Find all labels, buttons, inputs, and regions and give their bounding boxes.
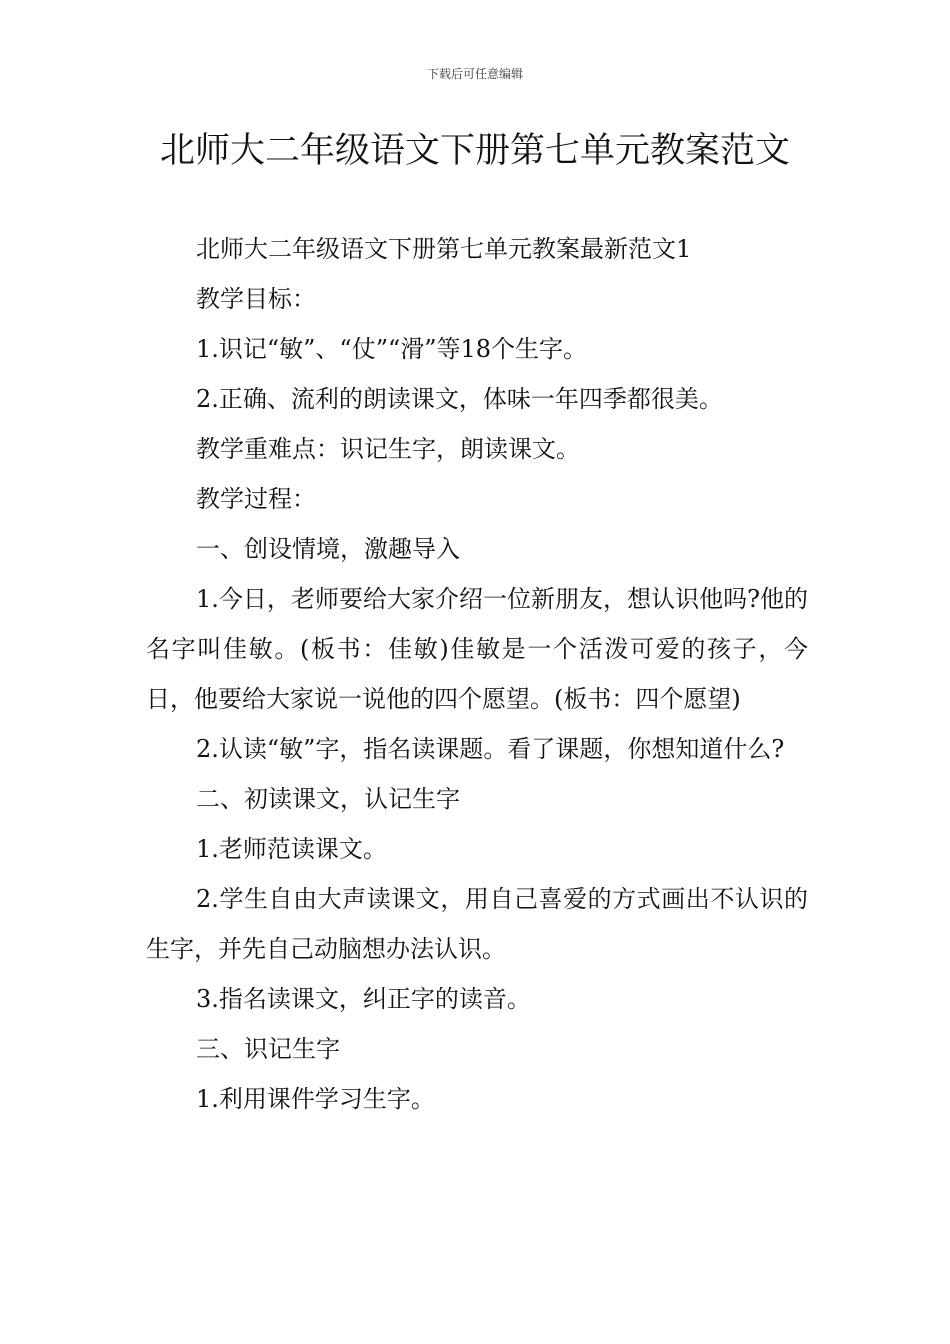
paragraph: 1.利用课件学习生字。 (196, 1085, 435, 1113)
document-body (146, 224, 808, 1124)
header-note: 下载后可任意编辑 (426, 67, 523, 81)
paragraph: 2.学生自由大声读课文，用自己喜爱的方式画出不认识的生字，并先自己动脑想办法认识。 (146, 885, 808, 963)
section-heading: 三、识记生字 (196, 1035, 340, 1063)
section-heading: 二、初读课文，认记生字 (196, 785, 460, 813)
document-title: 北师大二年级语文下册第七单元教案范文 (159, 131, 790, 171)
paragraph: 2.认读“敏”字，指名读课题。看了课题，你想知道什么? (196, 735, 785, 763)
paragraph: 教学重难点：识记生字，朗读课文。 (196, 435, 580, 463)
paragraph: 教学过程： (196, 485, 316, 513)
paragraph: 教学目标： (196, 285, 316, 313)
paragraph: 3.指名读课文，纠正字的读音。 (196, 985, 531, 1013)
paragraph: 1.今日，老师要给大家介绍一位新朋友，想认识他吗?他的名字叫佳敏。(板书：佳敏)佳敏是一个活泼可爱的孩子，今日，他要给大家说一说他的四个愿望。(板书：四个愿望) (146, 585, 808, 713)
section-heading: 一、创设情境，激趣导入 (196, 535, 460, 563)
paragraph: 北师大二年级语文下册第七单元教案最新范文1 (196, 235, 692, 263)
paragraph: 1.老师范读课文。 (196, 835, 387, 863)
paragraph: 2.正确、流利的朗读课文，体味一年四季都很美。 (196, 385, 723, 413)
paragraph: 1.识记“敏”、“仗”“滑”等18个生字。 (196, 335, 588, 363)
